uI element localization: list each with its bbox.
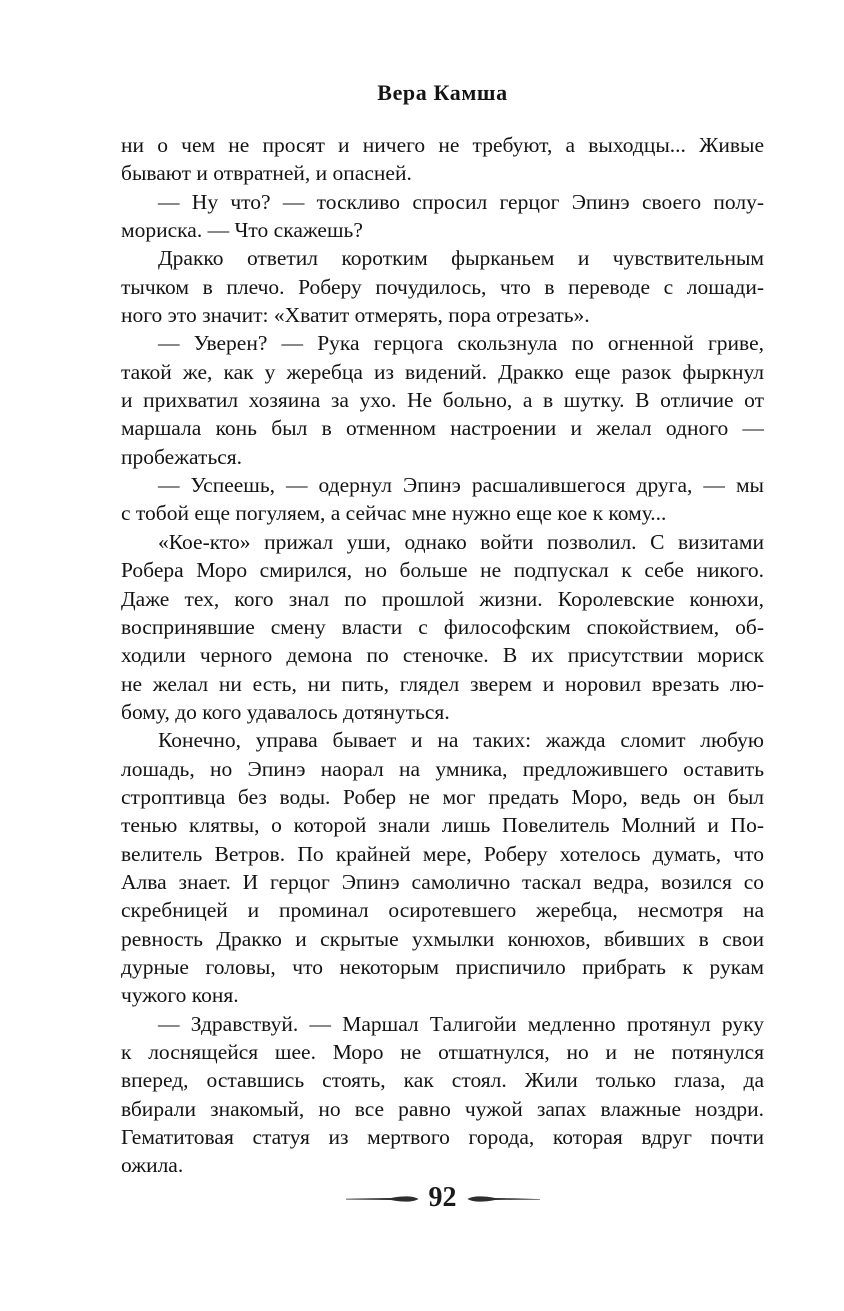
text-line: велитель Ветров. По крайней мере, Роберу хотелось думать, что: [121, 841, 764, 866]
page-footer: [121, 1182, 764, 1216]
text-line: вбирали знакомый, но все равно чужой запах влажные ноздри.: [121, 1096, 764, 1121]
text-line: тычком в плечо. Роберу почудилось, что в переводе с лошади-: [121, 274, 764, 299]
paragraph: [121, 1010, 764, 1180]
left-flourish-icon: [346, 1193, 420, 1205]
paragraph: [121, 188, 764, 245]
text-line: строптивца без воды. Робер не мог предать Моро, ведь он был: [121, 784, 764, 809]
text-line: — Успеешь, — одернул Эпинэ расшалившегося друга, — мы: [158, 473, 764, 498]
text-line: тенью клятвы, о которой знали лишь Повелитель Молний и По-: [121, 813, 764, 838]
text-line: пробежаться.: [121, 444, 243, 469]
text-line: ходили черного демона по стеночке. В их присутствии мориск: [121, 643, 764, 668]
text-line: Конечно, управа бывает и на таких: жажда сломит любую: [158, 728, 764, 753]
paragraph: [121, 131, 764, 188]
text-line: дурные головы, что некоторым приспичило прибрать к рукам: [121, 954, 764, 979]
text-line: Робера Моро смирился, но больше не подпускал к себе никого.: [121, 558, 764, 583]
text-line: Даже тех, кого знал по прошлой жизни. Королевские конюхи,: [121, 586, 764, 611]
paragraph: [121, 329, 764, 471]
text-line: бывают и отвратней, и опасней.: [121, 161, 412, 186]
text-line: и прихватил хозяина за ухо. Не больно, а в шутку. В отличие от: [121, 388, 764, 413]
text-line: к лоснящейся шее. Моро не отшатнулся, но и не потянулся: [121, 1040, 764, 1064]
text-line: бому, до кого удавалось дотянуться.: [121, 699, 450, 724]
text-line: лошадь, но Эпинэ наорал на умника, предложившего оставить: [121, 756, 764, 781]
text-line: вперед, оставшись стоять, как стоял. Жили только глаза, да: [121, 1068, 764, 1093]
text-line: ревность Дракко и скрытые ухмылки конюхов, вбивших в свои: [121, 926, 764, 951]
text-line: — Здравствуй. — Маршал Талигойи медленно протянул руку: [158, 1011, 764, 1036]
text-line: Гематитовая статуя из мертвого города, которая вдруг почти: [121, 1125, 764, 1150]
text-line: Алва знает. И герцог Эпинэ самолично таскал ведра, возился со: [121, 869, 764, 894]
paragraph: [121, 244, 764, 329]
text-line: скребницей и проминал осиротевшего жеребца, несмотря на: [121, 898, 764, 923]
page-number: 92: [428, 1182, 457, 1213]
text-line: чужого коня.: [121, 983, 239, 1008]
paragraph: [121, 471, 764, 528]
text-line: ни о чем не просят и ничего не требуют, а выходцы... Живые: [121, 133, 764, 157]
text-line: с тобой еще погуляем, а сейчас мне нужно еще кое к кому...: [121, 501, 667, 526]
paragraph: [121, 726, 764, 1009]
text-line: ожила.: [121, 1153, 184, 1178]
text-line: ного это значит: «Хватит отмерять, пора отрезать».: [121, 303, 590, 328]
text-line: — Уверен? — Рука герцога скользнула по огненной гриве,: [158, 331, 764, 356]
text-line: Дракко ответил коротким фырканьем и чувствительным: [158, 246, 764, 271]
running-header: Вера Камша: [377, 80, 508, 105]
text-line: мориска. — Что скажешь?: [121, 218, 363, 243]
text-line: не желал ни есть, ни пить, глядел зверем и норовил врезать лю-: [121, 671, 764, 696]
body-text: [121, 131, 764, 1180]
paragraph: [121, 528, 764, 726]
text-line: маршала конь был в отменном настроении и желал одного —: [121, 416, 764, 441]
text-line: такой же, как у жеребца из видений. Дракко еще разок фыркнул: [121, 359, 764, 384]
right-flourish-icon: [466, 1193, 540, 1205]
text-line: «Кое-кто» прижал уши, однако войти позволил. С визитами: [158, 529, 764, 554]
text-line: — Ну что? — тоскливо спросил герцог Эпинэ своего полу-: [158, 189, 764, 214]
text-line: воспринявшие смену власти с философским спокойствием, об-: [121, 614, 764, 639]
